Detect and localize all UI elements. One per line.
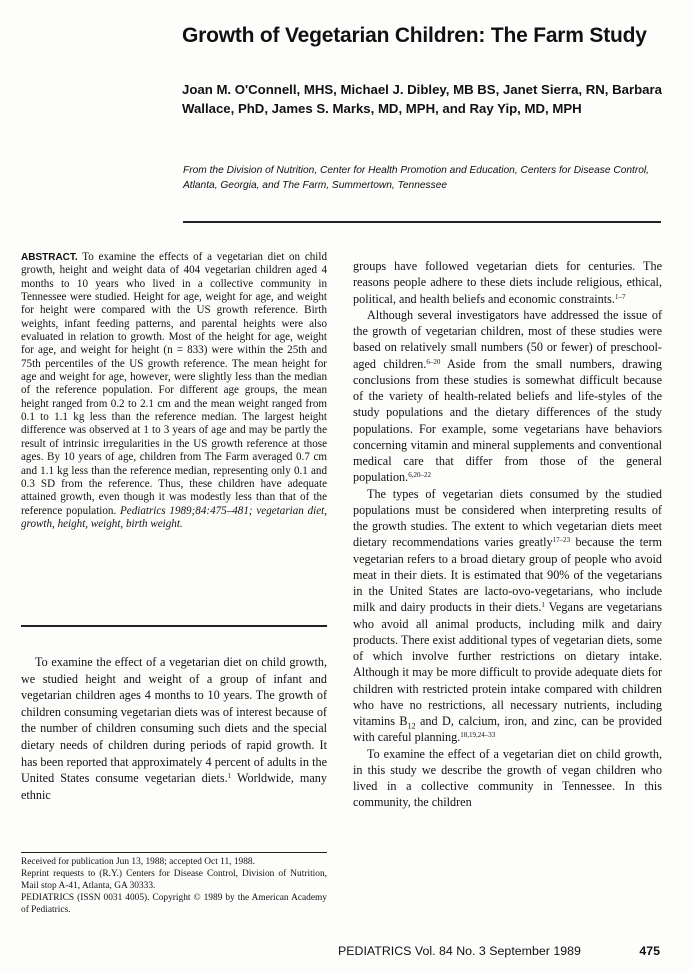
citation-ref: 6–20	[426, 357, 441, 366]
citation-ref: 17–23	[552, 536, 571, 545]
page-number: 475	[639, 944, 660, 958]
citation-ref: 1–7	[614, 292, 626, 301]
body-paragraph: groups have followed vegetarian diets for centuries. The reasons people adhere to these diets include religious, ethical, political, and health beliefs and economic constraints.$^{1-7}$	[353, 259, 662, 306]
footnote-divider	[21, 852, 327, 853]
citation-ref: 18,19,24–33	[460, 731, 496, 740]
intro-paragraph: To examine the effect of a vegetarian diet on child growth, we studied height and weight of a group of infant and vegetarian children ages 4 months to 10 years. The growth of children consuming vegetarian diets was of interest because of the number of children consuming such diets and the special dietary needs of children during periods of rapid growth. It has been reported that approximately 4 percent of adults in the United States consume vegetarian diets.$^1$ Worldwide, many ethnic	[21, 655, 327, 802]
affiliation: From the Division of Nutrition, Center for Health Promotion and Education, Centers for Disease Control, Atlanta, Georgia, and The Farm, Summertown, Tennessee	[183, 165, 650, 191]
abstract-keywords: vegetarian diet, growth, height, weight, birth weight.	[21, 504, 327, 530]
copyright-note: PEDIATRICS (ISSN 0031 4005). Copyright © 1989 by the American Academy of Pediatrics.	[21, 893, 327, 916]
citation-ref: 1	[227, 772, 232, 781]
subscript: 12	[407, 721, 416, 731]
intro-paragraph-block	[21, 654, 327, 803]
abstract-text: To examine the effects of a vegetarian diet on child growth, height and weight data of 404 vegetarian children aged 4 months to 10 years who lived in a collective community in Tennessee were studied. Height for age, weight for age, and weight for height were compared with the US growth reference. Birth weights, infant feeding patterns, and parental heights were also evaluated in relation to growth. Most of the height for age, weight for age, and weight for height (n = 833) were within the 25th and 75th percentiles of the US growth reference. The mean height for age and weight for age, however, were slightly less than the median of the reference population. For different age groups, the mean height ranged from 0.2 to 2.1 cm and the mean weight ranged from 0.1 to 1.1 kg less than the reference median. The largest height difference was observed at 1 to 3 years of age and may be partly the result of intrinsic irregularities in the US growth reference at those ages. By 10 years of age, children from The Farm averaged 0.7 cm and 1.1 kg less than the reference median, representing only 0.1 and 0.3 SD from the reference. Thus, these children have adequate attained growth, even though it was modestly less than that of the reference population.	[21, 251, 327, 517]
header-divider	[183, 221, 661, 223]
abstract-divider	[21, 625, 327, 627]
received-note: Received for publication Jun 13, 1988; accepted Oct 11, 1988.	[21, 857, 255, 867]
body-paragraph: Although several investigators have addressed the issue of the growth of vegetarian children, most of these studies were based on relatively small numbers (50 or fewer) of preschool-aged children.$^{6-20}$ Aside from the small numbers, drawing conclusions from these studies is somewhat difficult because of the variety of health-related beliefs and life-styles of the study populations and the dietary differences of the study populations. For example, some vegetarians have behaviors concerning vitamin and mineral supplements and conventional medical care that differ from those of the general population.$^{6,20-22}$	[353, 307, 663, 485]
reprint-note: Reprint requests to (R.Y.) Centers for Disease Control, Division of Nutrition, Mail stop A-41, Atlanta, GA 30333.	[21, 869, 327, 892]
right-column	[353, 258, 662, 811]
author-list: Joan M. O'Connell, MHS, Michael J. Dibley, MB BS, Janet Sierra, RN, Barbara Wallace, PhD, James S. Marks, MD, MPH, and Ray Yip, MD, MPH	[182, 82, 662, 116]
abstract-lead: ABSTRACT.	[21, 252, 78, 263]
page-footer	[338, 944, 660, 958]
abstract	[21, 251, 327, 531]
citation-ref: 1	[541, 601, 545, 610]
body-paragraph: The types of vegetarian diets consumed by the studied populations must be considered when interpreting results of the growth studies. The extent to which vegetarian diets meet dietary recommendations varies greatly$^{17-23}$ because the term vegetarian refers to a broad dietary group of people who avoid meat in their diets. It is estimated that 90% of the vegetarians in the United States are lacto-ovo-vegetarians, who include milk and dairy products in their diets.$^1$ Vegans are vegetarians who avoid all animal products, including milk and dairy products. There exist additional types of vegetarian diets, some of which involve further restrictions on dietary intake. Although it may be more difficult to provide adequate diets for children with restricted protein intake compared with children who have no restrictions, all necessary nutrients, including vitamins $B_{12}$ and D, calcium, iron, and zinc, can be provided with careful planning.$^{18,19,24-33}$	[353, 486, 662, 745]
abstract-citation: Pediatrics 1989;84:475–481;	[116, 504, 253, 517]
citation-ref: 6,20–22	[408, 471, 431, 480]
footnote	[21, 856, 327, 916]
article-title: Growth of Vegetarian Children: The Farm Study	[182, 24, 647, 47]
body-paragraph: To examine the effect of a vegetarian diet on child growth, in this study we describe the growth of vegan children who lived in a collective community in Tennessee. In this community, the children	[353, 746, 662, 810]
journal-info: PEDIATRICS Vol. 84 No. 3 September 1989	[338, 944, 581, 958]
